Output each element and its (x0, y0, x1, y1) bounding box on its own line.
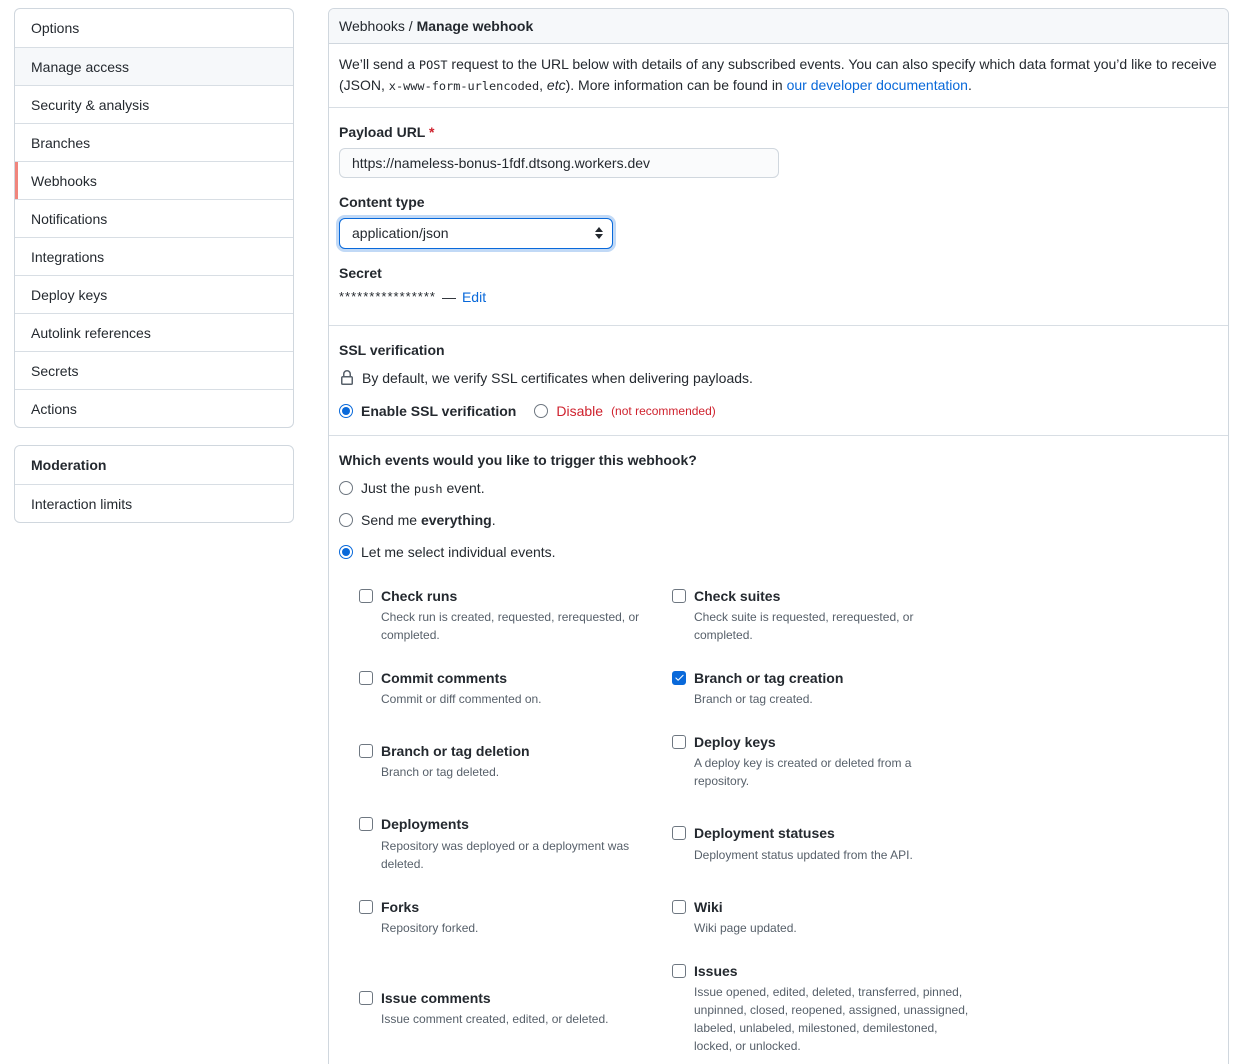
event-text (381, 988, 608, 1028)
event-title: Forks (381, 898, 420, 915)
ssl-section (329, 326, 1228, 436)
event-description: Wiki page updated. (694, 921, 797, 936)
event-description: Issue comment created, edited, or deleted. (381, 1012, 609, 1027)
ssl-enable-option[interactable] (339, 403, 516, 419)
event-option[interactable] (359, 814, 672, 872)
sidebar-item[interactable]: Security & analysis (15, 85, 293, 123)
event-option[interactable] (359, 988, 672, 1028)
trigger-label-text: Let me select individual events. (361, 543, 556, 560)
sidebar-item[interactable]: Secrets (15, 351, 293, 389)
trigger-option[interactable] (339, 480, 1218, 496)
event-text (381, 668, 542, 708)
events-section (329, 436, 1228, 1064)
sidebar-item-moderation[interactable]: Interaction limits (15, 484, 293, 522)
intro-text: ). More information can be found in (565, 77, 787, 94)
moderation-nav-box (14, 445, 294, 523)
trigger-label-text: Just the (361, 479, 414, 496)
trigger-label-text: event. (442, 479, 485, 496)
event-option[interactable] (359, 586, 672, 644)
event-text (694, 823, 913, 863)
secret-separator: — (441, 288, 456, 305)
settings-sidebar (14, 8, 294, 523)
sidebar-item[interactable]: Webhooks (15, 161, 293, 199)
event-description: Deployment status updated from the API. (694, 847, 913, 862)
event-title: Issues (694, 963, 738, 980)
post-code: POST (418, 58, 448, 72)
breadcrumb-current: Manage webhook (416, 18, 534, 34)
event-option[interactable] (672, 586, 985, 644)
event-description: Commit or diff commented on. (381, 692, 542, 707)
ssl-enable-radio[interactable] (339, 404, 353, 418)
ssl-note: By default, we verify SSL certificates when delivering payloads. (362, 369, 753, 386)
event-title: Commit comments (381, 669, 508, 686)
trigger-option-label (361, 544, 556, 560)
ssl-disable-label: Disable (556, 402, 604, 419)
trigger-radio[interactable] (339, 545, 353, 559)
event-text (694, 586, 969, 644)
event-text (381, 741, 530, 781)
trigger-label-text: Send me (361, 511, 421, 528)
intro-text: We’ll send a (339, 56, 419, 72)
trigger-option[interactable] (339, 512, 1218, 528)
event-checkbox[interactable] (672, 671, 686, 685)
ssl-disable-option[interactable] (534, 403, 715, 419)
event-title: Branch or tag creation (694, 669, 844, 686)
event-title: Deployments (381, 816, 469, 833)
trigger-option-label (361, 480, 485, 496)
event-option[interactable] (672, 668, 985, 708)
content-type-group (339, 194, 1218, 249)
sidebar-item[interactable]: Integrations (15, 237, 293, 275)
ssl-enable-label: Enable SSL verification (361, 402, 517, 419)
event-description: Branch or tag created. (694, 692, 813, 707)
secret-label: Secret (339, 264, 382, 281)
trigger-label-text: . (491, 511, 496, 528)
event-checkbox[interactable] (359, 817, 373, 831)
sidebar-item[interactable]: Manage access (15, 47, 293, 85)
event-checkbox[interactable] (359, 900, 373, 914)
manage-webhook-panel (328, 8, 1229, 1064)
breadcrumb-webhooks-link[interactable]: Webhooks (339, 18, 405, 34)
payload-url-label-text: Payload URL (339, 123, 426, 140)
event-title: Deploy keys (694, 734, 776, 751)
event-description: Branch or tag deleted. (381, 765, 500, 780)
payload-url-input[interactable] (339, 148, 779, 178)
event-option[interactable] (359, 897, 672, 937)
trigger-label-code: push (413, 481, 443, 496)
event-description: Check suite is requested, rerequested, or completed. (694, 609, 914, 642)
event-description: Repository forked. (381, 921, 479, 936)
sidebar-item[interactable]: Notifications (15, 199, 293, 237)
event-checkbox[interactable] (672, 589, 686, 603)
event-option[interactable] (672, 823, 985, 863)
event-text (381, 814, 656, 872)
event-text (381, 586, 656, 644)
trigger-label-bold: everything (420, 511, 492, 528)
event-checkbox[interactable] (672, 735, 686, 749)
intro-text: request to the URL below with details of any subscribed events. You can also specify which data format you’d like to receive (JSON, (339, 56, 1217, 94)
event-description: A deploy key is created or deleted from a repository. (694, 756, 912, 789)
intro-text: . (967, 77, 972, 94)
payload-url-label (339, 124, 1218, 140)
sidebar-item[interactable]: Branches (15, 123, 293, 161)
event-option[interactable] (359, 741, 672, 781)
sidebar-item[interactable]: Deploy keys (15, 275, 293, 313)
event-text (694, 961, 969, 1055)
payload-url-group (339, 124, 1218, 178)
event-title: Check suites (694, 587, 781, 604)
content-type-select[interactable] (339, 218, 613, 249)
event-text (694, 668, 843, 708)
event-title: Wiki (694, 898, 723, 915)
event-checkbox[interactable] (672, 900, 686, 914)
event-title: Check runs (381, 587, 458, 604)
event-text (694, 897, 797, 937)
secret-group (339, 265, 1218, 305)
event-checkbox[interactable] (359, 991, 373, 1005)
breadcrumb (329, 9, 1228, 44)
secret-masked-value: **************** (339, 289, 436, 305)
ssl-disable-radio[interactable] (534, 404, 548, 418)
sidebar-item[interactable]: Actions (15, 389, 293, 427)
trigger-radio[interactable] (339, 481, 353, 495)
developer-docs-link[interactable]: our developer documentation (786, 77, 968, 94)
event-description: Check run is created, requested, rerequested, or completed. (381, 609, 640, 642)
event-title: Issue comments (381, 990, 491, 1007)
checkmark-icon (674, 672, 685, 683)
intro-etc: etc (546, 77, 566, 94)
ssl-disable-note: (not recommended) (611, 403, 716, 418)
event-checkbox[interactable] (359, 671, 373, 685)
event-checkbox[interactable] (672, 964, 686, 978)
settings-nav-box (14, 8, 294, 428)
trigger-radio[interactable] (339, 513, 353, 527)
event-description: Repository was deployed or a deployment was deleted. (381, 838, 630, 871)
webhook-intro-text (329, 44, 1228, 108)
event-text (381, 897, 478, 937)
content-type-label: Content type (339, 193, 425, 210)
sidebar-item[interactable]: Options (31, 20, 80, 36)
event-checkbox[interactable] (359, 744, 373, 758)
intro-text: , (539, 77, 547, 94)
urlencoded-code: x-www-form-urlencoded (388, 79, 540, 94)
events-question: Which events would you like to trigger this webhook? (339, 451, 697, 468)
moderation-header: Moderation (31, 457, 107, 473)
required-asterisk: * (429, 123, 435, 140)
sidebar-item[interactable]: Autolink references (15, 313, 293, 351)
trigger-option[interactable] (339, 544, 1218, 560)
event-checkbox[interactable] (672, 826, 686, 840)
event-text (694, 732, 969, 790)
webhook-form-section (329, 108, 1228, 326)
secret-edit-link[interactable]: Edit (461, 288, 487, 305)
breadcrumb-separator: / (408, 18, 413, 34)
event-description: Issue opened, edited, deleted, transferred, pinned, unpinned, closed, reopened, assigned, unassigned, labeled, unlabeled, milestoned, demilestoned, locked, or unlocked. (694, 985, 969, 1054)
event-option[interactable] (672, 897, 985, 937)
event-checkbox-grid (359, 586, 1218, 1056)
ssl-heading: SSL verification (339, 341, 445, 358)
trigger-option-label (361, 512, 496, 528)
event-option[interactable] (672, 732, 985, 790)
event-checkbox[interactable] (359, 589, 373, 603)
event-option[interactable] (359, 668, 672, 708)
event-title: Deployment statuses (694, 825, 835, 842)
event-title: Branch or tag deletion (381, 743, 530, 760)
event-option[interactable] (672, 961, 985, 1055)
lock-icon (339, 370, 355, 386)
